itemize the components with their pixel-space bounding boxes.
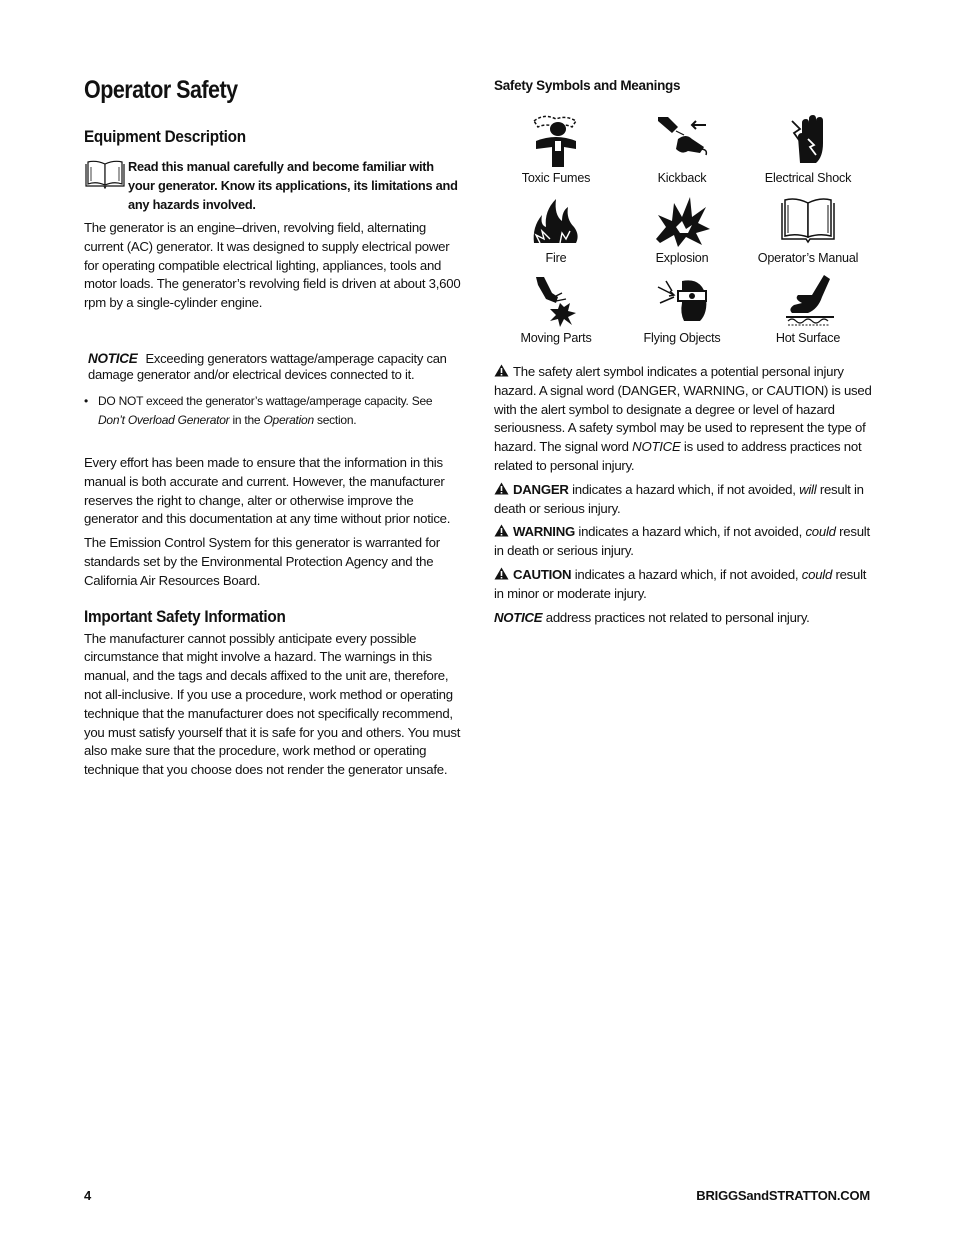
symbol-operators-manual bbox=[746, 193, 870, 265]
notice-bullet bbox=[84, 392, 462, 430]
danger-emphasis: will bbox=[799, 481, 817, 497]
operators-manual-icon bbox=[84, 157, 128, 214]
right-column bbox=[494, 78, 874, 627]
page-title: Operator Safety bbox=[84, 76, 238, 104]
symbol-fire bbox=[494, 193, 618, 265]
symbol-flying-objects bbox=[618, 273, 746, 345]
symbol-hot-surface bbox=[746, 273, 870, 345]
warning-emphasis: could bbox=[805, 524, 836, 540]
caution-text-end: result in minor or moderate injury. bbox=[494, 566, 867, 601]
notice-text: Exceeding generators wattage/amperage capacity can damage generator and/or electrical devices connected to it. bbox=[88, 350, 447, 383]
alert-symbol-definition bbox=[494, 363, 874, 476]
fire-icon bbox=[526, 193, 586, 247]
kickback-icon bbox=[652, 113, 712, 167]
symbol-label: Fire bbox=[545, 251, 567, 265]
equipment-paragraph-3: The Emission Control System for this generator is warranted for standards set by the Environmental Protection Agency and the California Air Resources Board. bbox=[84, 535, 440, 588]
danger-word: DANGER bbox=[513, 481, 569, 497]
manual-note bbox=[84, 157, 462, 214]
alert-text: The safety alert symbol indicates a potential personal injury hazard. A signal word (DANGER, WARNING, or CAUTION) is used with the alert symbol to designate a degree or level of hazard seriousness. A safety symbol may be used to represent the type of hazard. The signal word bbox=[494, 364, 872, 455]
warning-word: WARNING bbox=[513, 524, 575, 540]
symbol-label: Kickback bbox=[657, 171, 707, 185]
important-safety-heading: Important Safety Information bbox=[84, 606, 286, 626]
symbol-kickback bbox=[618, 113, 746, 185]
bullet-text-part: DO NOT exceed the generator’s wattage/amperage capacity. See bbox=[98, 393, 433, 408]
caution-emphasis: could bbox=[801, 566, 833, 582]
moving-parts-icon bbox=[526, 273, 586, 327]
notice-word-inline: NOTICE bbox=[632, 439, 681, 455]
symbol-label: Flying Objects bbox=[643, 331, 721, 345]
notice-block bbox=[84, 351, 462, 384]
symbol-moving-parts bbox=[494, 273, 618, 345]
notice-definition bbox=[494, 609, 874, 628]
bullet-text-part: section. bbox=[313, 412, 357, 427]
signal-word-definitions bbox=[494, 363, 874, 627]
symbol-electrical-shock bbox=[746, 113, 870, 185]
warning-text-end: result in death or serious injury. bbox=[494, 524, 870, 559]
website-footer: BRIGGSandSTRATTON.COM bbox=[696, 1188, 870, 1203]
symbol-toxic-fumes bbox=[494, 113, 618, 185]
caution-word: CAUTION bbox=[513, 566, 572, 582]
hot-surface-icon bbox=[778, 273, 838, 327]
equipment-paragraph-2: Every effort has been made to ensure that the information in this manual is both accurate and current. However, the manufacturer reserves the right to change, alter or otherwise improve the generator and this documentation at any time without prior notice. bbox=[84, 454, 451, 527]
caution-definition bbox=[494, 566, 874, 604]
symbol-label: Operator’s Manual bbox=[757, 251, 859, 265]
flying-objects-icon bbox=[652, 273, 712, 327]
warning-text: indicates a hazard which, if not avoided, bbox=[575, 524, 806, 540]
symbol-explosion bbox=[618, 193, 746, 265]
danger-text-end: result in death or serious injury. bbox=[494, 481, 864, 516]
notice-definition-text: address practices not related to personal injury. bbox=[542, 609, 810, 625]
operators-manual-icon bbox=[778, 193, 838, 247]
page-number: 4 bbox=[84, 1188, 92, 1203]
safety-symbols-grid bbox=[494, 113, 874, 345]
safety-alert-icon bbox=[494, 524, 509, 537]
overload-reference: Don’t Overload Generator bbox=[98, 412, 230, 427]
danger-definition bbox=[494, 481, 874, 519]
important-paragraph: The manufacturer cannot possibly anticipate every possible circumstance that might involve a hazard. The warnings in this manual, and the tags and decals affixed to the unit are, therefore, not all-inclusive. If you use a procedure, work method or operating technique that the manufacturer does not specifically recommend, you must satisfy yourself that it is safe for you and others. You must also make sure that the procedure, work method or operating technique that you choose does not render the generator unsafe. bbox=[84, 630, 461, 778]
symbol-label: Moving Parts bbox=[520, 331, 592, 345]
alert-text-end: is used to address practices not related to personal injury. bbox=[494, 439, 862, 473]
manual-note-text: Read this manual carefully and become familiar with your generator. Know its applications, its limitations and any hazards involved. bbox=[128, 159, 458, 212]
danger-text: indicates a hazard which, if not avoided, bbox=[568, 481, 800, 497]
operation-reference: Operation bbox=[263, 412, 314, 427]
notice-word: NOTICE bbox=[88, 350, 138, 366]
equipment-paragraph-1: The generator is an engine–driven, revolving field, alternating current (AC) generator. It was designed to supply electrical power for operating compatible electrical lighting, appliances, tools and motor loads. The generator’s revolving field is driven at about 3,600 rpm by a single-cylinder engine. bbox=[84, 220, 461, 311]
equipment-description-heading: Equipment Description bbox=[84, 127, 246, 146]
bullet-text-part: in the bbox=[229, 412, 264, 427]
symbol-label: Hot Surface bbox=[775, 331, 841, 345]
bullet-text bbox=[98, 392, 462, 430]
symbol-label: Toxic Fumes bbox=[521, 171, 591, 185]
toxic-fumes-icon bbox=[526, 113, 586, 167]
electrical-shock-icon bbox=[778, 113, 838, 167]
symbol-label: Electrical Shock bbox=[764, 171, 852, 185]
left-column bbox=[84, 76, 462, 780]
notice-word-definition: NOTICE bbox=[494, 609, 543, 625]
safety-alert-icon bbox=[494, 364, 509, 377]
safety-alert-icon bbox=[494, 567, 509, 580]
explosion-icon bbox=[652, 193, 712, 247]
caution-text: indicates a hazard which, if not avoided, bbox=[571, 566, 802, 582]
warning-definition bbox=[494, 523, 874, 561]
safety-symbols-heading: Safety Symbols and Meanings bbox=[494, 78, 681, 93]
symbol-label: Explosion bbox=[655, 251, 709, 265]
bullet-dot: • bbox=[84, 393, 88, 408]
safety-alert-icon bbox=[494, 482, 509, 495]
